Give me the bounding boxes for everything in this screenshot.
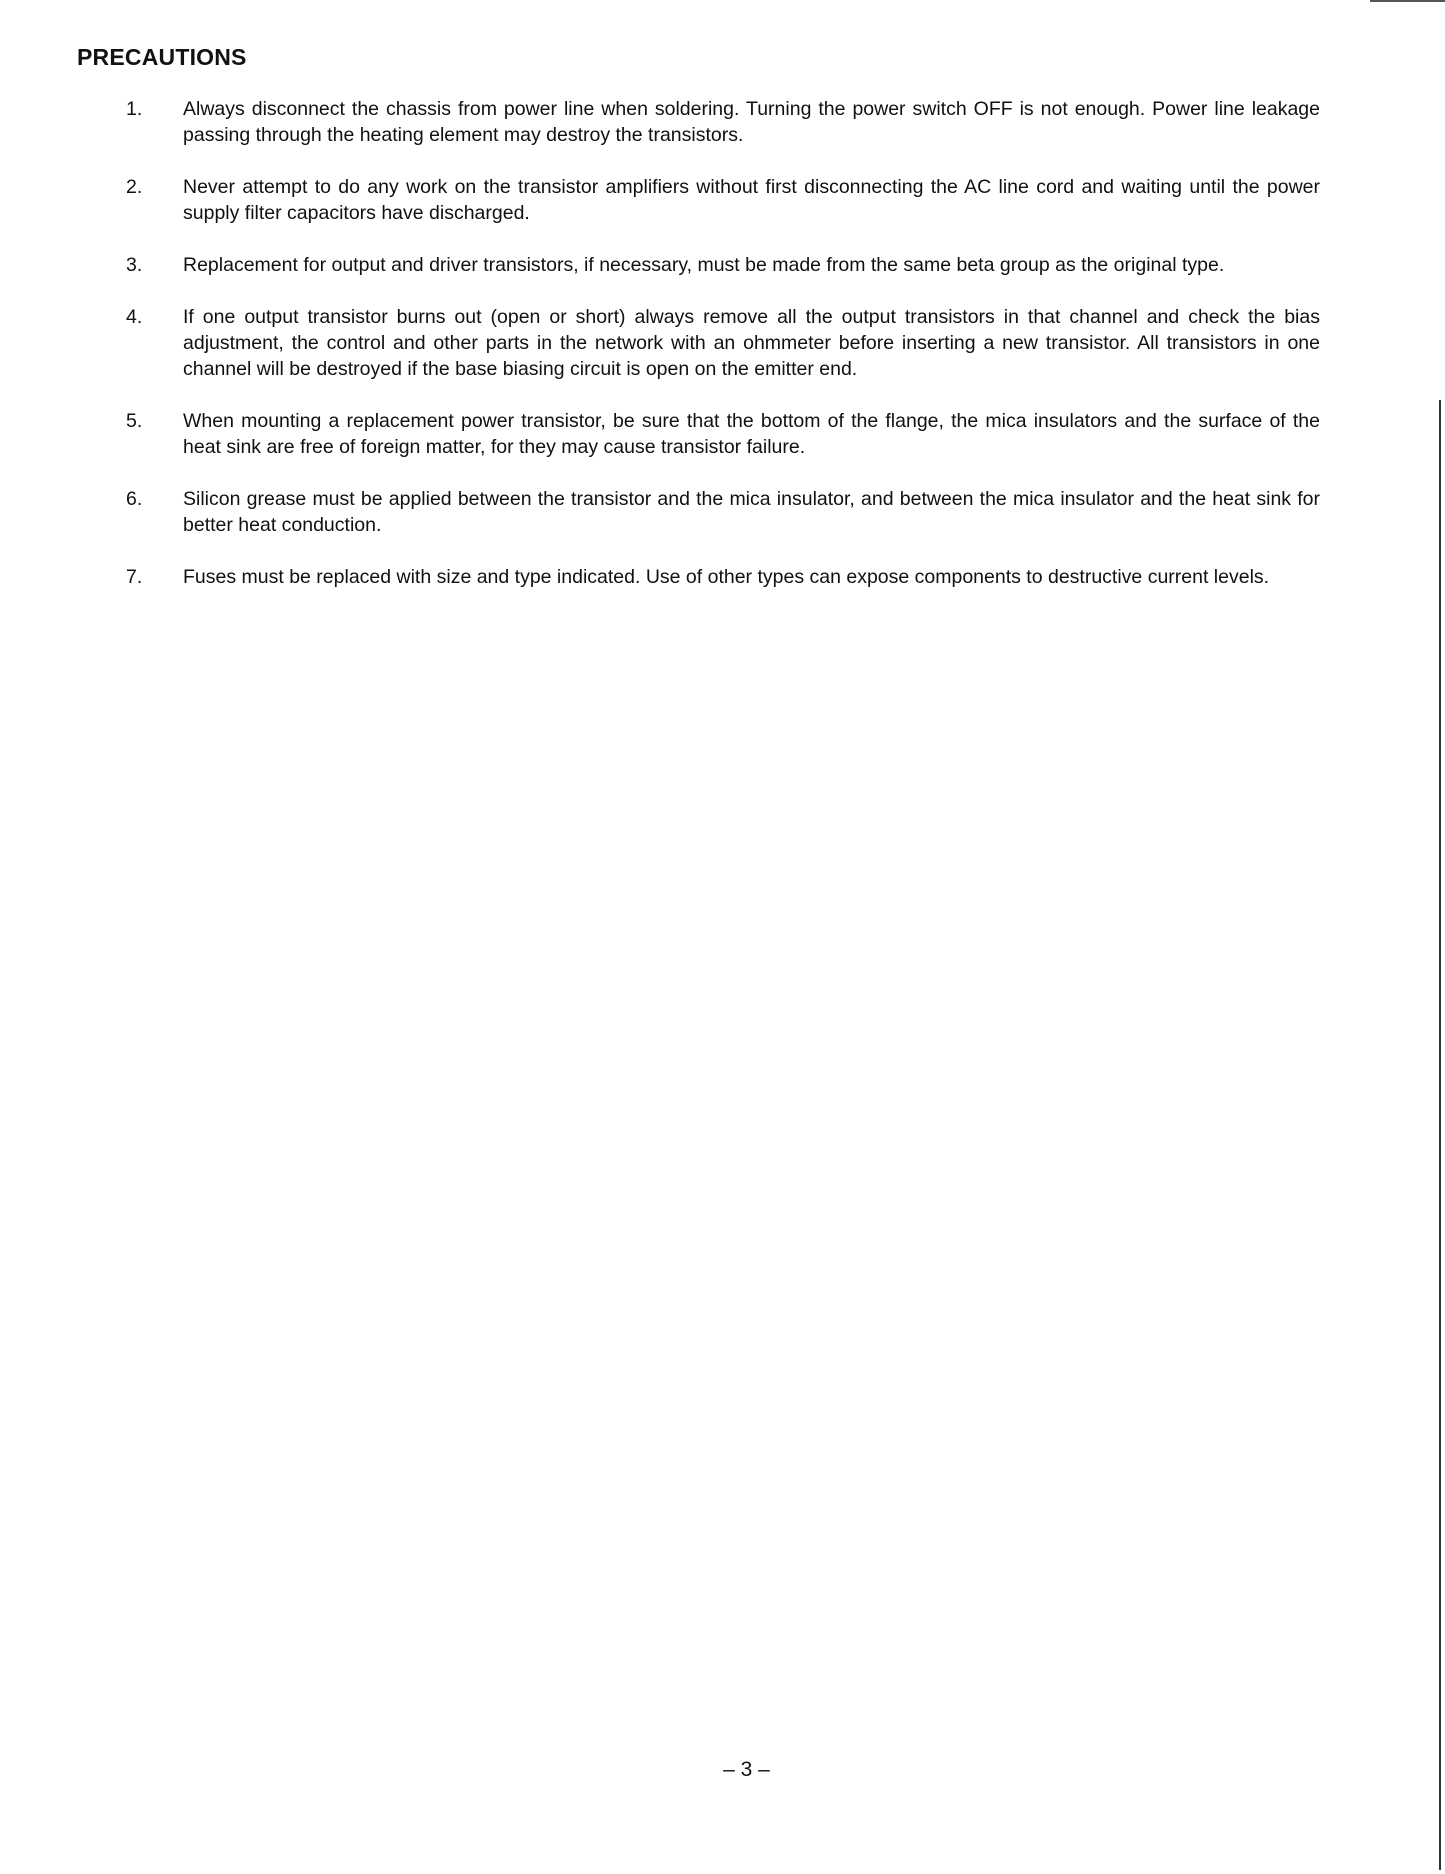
item-text: Never attempt to do any work on the transistor amplifiers without first disconnecting the AC line cord and waiting until the power supply filter capacitors have discharged. [183, 176, 1320, 224]
item-text: Silicon grease must be applied between the transistor and the mica insulator, and between the mica insulator and the heat sink for better heat conduction. [183, 488, 1320, 536]
list-item [126, 564, 1320, 590]
item-number: 3. [126, 254, 143, 276]
item-text: Fuses must be replaced with size and type indicated. Use of other types can expose components to destructive current levels. [183, 566, 1270, 588]
item-text: When mounting a replacement power transistor, be sure that the bottom of the flange, the mica insulators and the surface of the heat sink are free of foreign matter, for they may cause transistor failure. [183, 410, 1320, 458]
item-number: 5. [126, 410, 143, 432]
item-text: Always disconnect the chassis from power line when soldering. Turning the power switch OFF is not enough. Power line leakage passing through the heating element may destroy the transistors. [183, 98, 1320, 146]
item-number: 2. [126, 176, 143, 198]
scan-edge-line [1439, 400, 1441, 1870]
list-item [126, 96, 1320, 148]
item-number: 7. [126, 566, 143, 588]
list-item [126, 304, 1320, 382]
item-text: If one output transistor burns out (open or short) always remove all the output transistors in that channel and check the bias adjustment, the control and other parts in the network with an ohmmeter before inserting a new transistor. All transistors in one channel will be destroyed if the base biasing circuit is open on the emitter end. [183, 306, 1320, 380]
section-heading: PRECAUTIONS [77, 44, 247, 70]
item-text: Replacement for output and driver transistors, if necessary, must be made from the same beta group as the original type. [183, 254, 1225, 276]
item-number: 1. [126, 98, 143, 120]
item-number: 6. [126, 488, 143, 510]
list-item [126, 408, 1320, 460]
scan-edge-mark [1370, 0, 1445, 2]
list-item [126, 174, 1320, 226]
item-number: 4. [126, 306, 143, 328]
list-item [126, 486, 1320, 538]
precautions-list [126, 96, 1320, 616]
page-number: – 3 – [723, 1758, 770, 1781]
list-item [126, 252, 1320, 278]
